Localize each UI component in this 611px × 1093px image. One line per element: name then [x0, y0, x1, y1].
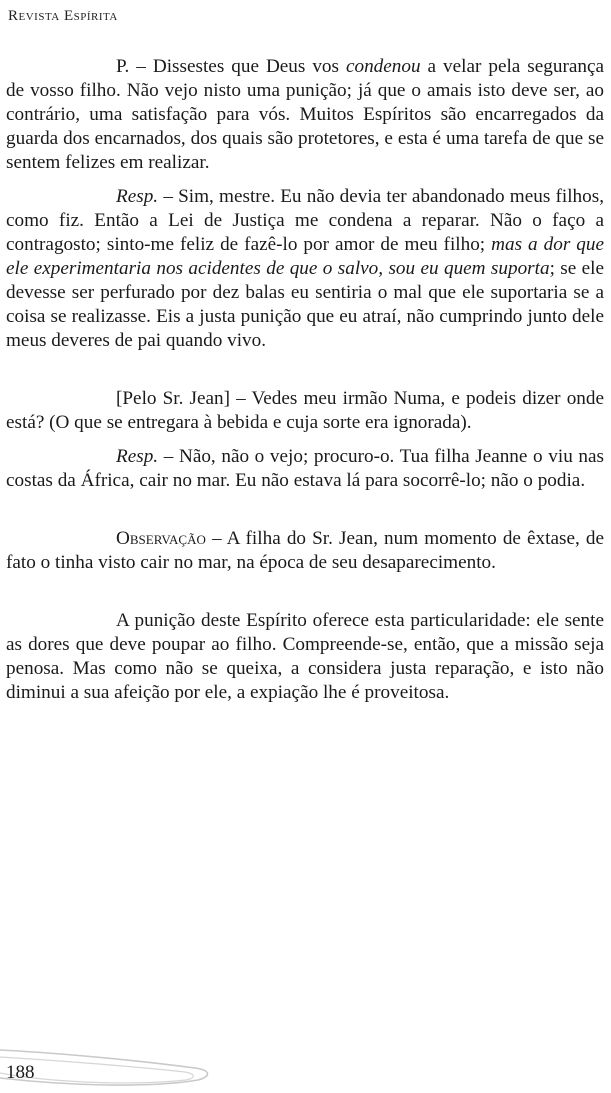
response-label: Resp.	[116, 186, 159, 207]
paragraph-question-2	[6, 387, 604, 435]
question-text-end: a velar pela segurança de vosso filho. Não vejo nisto uma punição; já que o amais isto deve ser, ao contrário, uma satisfação para vós. Muitos Espíritos são encarregados da guarda dos encarnados, dos quais são protetores, e esta é uma tarefa de que se sentem felizes em realizar.	[6, 56, 604, 173]
response-2-text: – Não, não o vejo; procuro-o. Tua filha Jeanne o viu nas costas da África, cair no mar. Eu não estava lá para socorrê-lo; não o podia.	[6, 446, 604, 491]
paragraph-observation	[6, 527, 604, 575]
question-emphasis: condenou	[345, 56, 421, 77]
footer-swoosh-ornament	[0, 1040, 230, 1093]
question-text-start: P. – Dissestes que Deus vos	[116, 56, 346, 77]
response-text-end: ; se ele devesse ser perfurado por dez balas eu sentiria o mal que ele suportaria se a coisa se realizasse. Eis a justa punição que eu atraí, não cumprindo junto dele meus deveres de pai quando vivo.	[6, 258, 604, 351]
response-2-label: Resp.	[116, 446, 159, 467]
response-text-start: – Sim, mestre. Eu não devia ter abandonado meus filhos, como fiz. Então a Lei de Justiça me condena a reparar. Não o faço a contragosto; sinto-me feliz de fazê-lo por amor de meu filho;	[6, 186, 604, 255]
question-2-text: [Pelo Sr. Jean] – Vedes meu irmão Numa, e podeis dizer onde está? (O que se entregara à bebida e cuja sorte era ignorada).	[6, 388, 604, 433]
commentary-text: A punição deste Espírito oferece esta particularidade: ele sente as dores que deve poupar ao filho. Compreende-se, então, que a missão seja penosa. Mas como não se queixa, a considera justa reparação, e isto não diminui a sua afeição por ele, a expiação lhe é proveitosa.	[6, 610, 604, 703]
paragraph-response-2	[6, 445, 604, 493]
paragraph-commentary	[6, 609, 604, 705]
observation-text: – A filha do Sr. Jean, num momento de êxtase, de fato o tinha visto cair no mar, na época de seu desaparecimento.	[6, 528, 604, 573]
observation-label: Observação	[116, 528, 206, 549]
response-emphasis: mas a dor que ele experimentaria nos acidentes de que o salvo, sou eu quem suporta	[6, 234, 604, 279]
paragraph-question	[6, 55, 604, 175]
page-body	[6, 55, 604, 705]
page-number: 188	[6, 1062, 35, 1083]
paragraph-response-1	[6, 185, 604, 353]
running-header: Revista Espírita	[8, 8, 118, 24]
